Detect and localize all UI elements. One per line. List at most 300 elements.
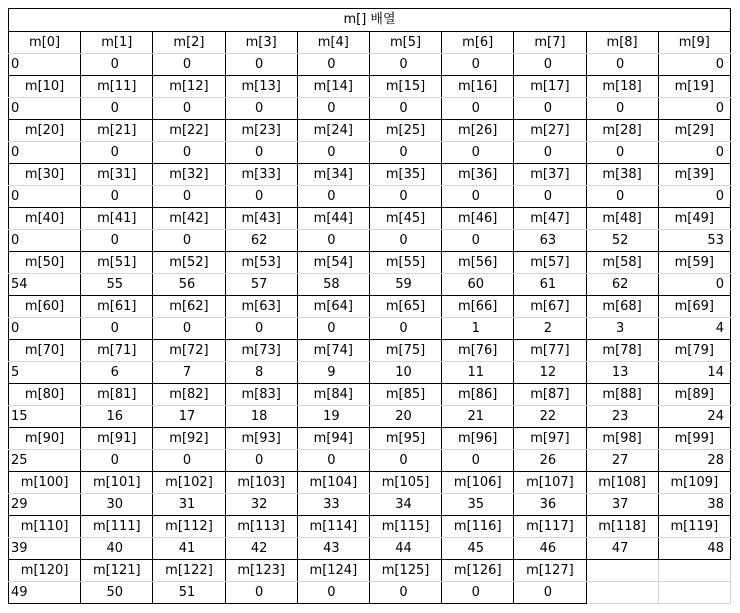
index-label-cell[interactable]: m[86] (442, 384, 514, 406)
value-cell[interactable] (442, 318, 514, 340)
label-row (9, 296, 731, 318)
index-label-cell[interactable]: m[119] (658, 516, 730, 538)
value-cell[interactable] (81, 142, 153, 164)
value-cell[interactable] (658, 54, 730, 76)
index-label-cell[interactable]: m[58] (586, 252, 658, 274)
value-cell[interactable] (586, 406, 658, 428)
index-label-cell[interactable]: m[116] (442, 516, 514, 538)
index-label-cell[interactable]: m[88] (586, 384, 658, 406)
index-label-cell[interactable]: m[109] (658, 472, 730, 494)
value-cell[interactable] (297, 274, 369, 296)
index-label-cell[interactable]: m[126] (442, 560, 514, 582)
empty-cell[interactable] (586, 582, 658, 604)
value-cell[interactable] (658, 274, 730, 296)
value-cell[interactable] (586, 538, 658, 560)
index-label-cell[interactable]: m[73] (225, 340, 297, 362)
index-label-cell[interactable]: m[0] (9, 32, 81, 54)
value-text: 35 (467, 496, 484, 512)
index-label-cell[interactable]: m[56] (442, 252, 514, 274)
table-title: m[] 배열 (9, 9, 731, 32)
index-label-cell[interactable]: m[87] (514, 384, 586, 406)
index-label-cell[interactable]: m[30] (9, 164, 81, 186)
value-cell[interactable] (658, 142, 730, 164)
value-cell[interactable] (9, 142, 81, 164)
value-cell[interactable] (225, 494, 297, 516)
index-label-cell[interactable]: m[57] (514, 252, 586, 274)
value-cell[interactable] (153, 494, 225, 516)
value-cell[interactable] (225, 142, 297, 164)
index-label-cell[interactable]: m[72] (153, 340, 225, 362)
value-text: 0 (327, 320, 336, 336)
value-cell[interactable] (442, 362, 514, 384)
value-cell[interactable] (81, 406, 153, 428)
value-cell[interactable] (442, 230, 514, 252)
value-cell[interactable] (153, 98, 225, 120)
value-cell[interactable] (81, 230, 153, 252)
index-label-cell[interactable]: m[85] (369, 384, 441, 406)
index-label-cell[interactable]: m[12] (153, 76, 225, 98)
value-text: 0 (327, 100, 336, 116)
index-label-cell[interactable]: m[28] (586, 120, 658, 142)
index-label-cell[interactable]: m[14] (297, 76, 369, 98)
index-label-cell[interactable]: m[41] (81, 208, 153, 230)
value-row (9, 98, 731, 120)
value-text: 0 (399, 100, 408, 116)
index-label-cell[interactable]: m[80] (9, 384, 81, 406)
index-label-cell[interactable]: m[3] (225, 32, 297, 54)
index-label-cell[interactable]: m[127] (514, 560, 586, 582)
value-cell[interactable] (658, 494, 730, 516)
index-label-cell[interactable]: m[49] (658, 208, 730, 230)
value-cell[interactable] (81, 450, 153, 472)
index-label-cell[interactable]: m[92] (153, 428, 225, 450)
value-cell[interactable] (586, 318, 658, 340)
index-label-cell[interactable]: m[96] (442, 428, 514, 450)
index-label-cell[interactable]: m[98] (586, 428, 658, 450)
value-text: 0 (182, 100, 192, 116)
value-text: 16 (106, 408, 124, 424)
value-cell[interactable] (297, 230, 369, 252)
value-cell[interactable] (658, 450, 730, 472)
index-label-cell[interactable]: m[78] (586, 340, 658, 362)
index-label-cell[interactable]: m[100] (9, 472, 81, 494)
value-cell[interactable] (369, 450, 441, 472)
index-label-cell[interactable]: m[99] (658, 428, 730, 450)
value-cell[interactable] (514, 362, 586, 384)
index-label-cell[interactable]: m[70] (9, 340, 81, 362)
value-text: 9 (327, 364, 336, 380)
value-cell[interactable] (369, 538, 441, 560)
index-label-cell[interactable]: m[33] (225, 164, 297, 186)
index-label-cell[interactable]: m[108] (586, 472, 658, 494)
index-label-cell[interactable]: m[111] (81, 516, 153, 538)
value-cell[interactable] (369, 494, 441, 516)
value-cell[interactable] (153, 582, 225, 604)
value-cell[interactable] (225, 98, 297, 120)
index-label-cell[interactable]: m[64] (297, 296, 369, 318)
value-cell[interactable] (225, 54, 297, 76)
value-cell[interactable] (9, 494, 81, 516)
value-cell[interactable] (369, 230, 441, 252)
index-label-cell[interactable]: m[10] (9, 76, 81, 98)
value-cell[interactable] (297, 538, 369, 560)
value-cell[interactable] (514, 186, 586, 208)
value-cell[interactable] (442, 450, 514, 472)
value-cell[interactable] (9, 450, 81, 472)
index-label-cell[interactable]: m[77] (514, 340, 586, 362)
value-cell[interactable] (9, 538, 81, 560)
index-label-cell[interactable]: m[76] (442, 340, 514, 362)
value-text: 45 (467, 540, 484, 556)
value-cell[interactable] (442, 582, 514, 604)
index-label-cell[interactable]: m[7] (514, 32, 586, 54)
index-label-cell[interactable]: m[125] (369, 560, 441, 582)
index-label-cell[interactable]: m[82] (153, 384, 225, 406)
value-cell[interactable] (586, 142, 658, 164)
value-text: 0 (327, 452, 336, 468)
index-label-cell[interactable]: m[60] (9, 296, 81, 318)
index-label-cell[interactable]: m[89] (658, 384, 730, 406)
value-cell[interactable] (153, 230, 225, 252)
value-cell[interactable] (81, 274, 153, 296)
index-label-cell[interactable]: m[120] (9, 560, 81, 582)
index-label-cell[interactable]: m[84] (297, 384, 369, 406)
index-label-cell[interactable]: m[40] (9, 208, 81, 230)
value-row (9, 230, 731, 252)
value-text: 0 (327, 144, 336, 160)
value-cell[interactable] (369, 186, 441, 208)
value-cell[interactable] (658, 98, 730, 120)
value-cell[interactable] (9, 98, 81, 120)
value-text: 34 (395, 496, 412, 512)
value-cell[interactable] (514, 494, 586, 516)
index-label-cell[interactable]: m[95] (369, 428, 441, 450)
index-label-cell[interactable]: m[18] (586, 76, 658, 98)
index-label-cell[interactable]: m[27] (514, 120, 586, 142)
index-label-cell[interactable]: m[114] (297, 516, 369, 538)
index-label-cell[interactable]: m[11] (81, 76, 153, 98)
value-cell[interactable] (514, 274, 586, 296)
index-label-cell[interactable]: m[63] (225, 296, 297, 318)
value-cell[interactable] (369, 406, 441, 428)
value-cell[interactable] (658, 406, 730, 428)
value-cell[interactable] (81, 494, 153, 516)
value-text: 42 (250, 540, 268, 556)
value-text: 2 (543, 320, 553, 336)
value-cell[interactable] (586, 186, 658, 208)
value-text: 37 (611, 496, 629, 512)
index-label-cell[interactable]: m[36] (442, 164, 514, 186)
index-label-cell[interactable]: m[83] (225, 384, 297, 406)
index-label-cell[interactable]: m[13] (225, 76, 297, 98)
index-label-cell[interactable]: m[6] (442, 32, 514, 54)
value-cell[interactable] (297, 318, 369, 340)
index-label-cell[interactable]: m[94] (297, 428, 369, 450)
value-text: 0 (182, 452, 192, 468)
value-cell[interactable] (658, 230, 730, 252)
index-label-cell[interactable]: m[38] (586, 164, 658, 186)
empty-cell[interactable] (586, 560, 658, 582)
index-label-cell[interactable]: m[115] (369, 516, 441, 538)
index-label-cell[interactable]: m[5] (369, 32, 441, 54)
value-cell[interactable] (81, 54, 153, 76)
index-label-cell[interactable]: m[118] (586, 516, 658, 538)
value-cell[interactable] (514, 142, 586, 164)
value-text: 0 (182, 320, 192, 336)
value-cell[interactable] (658, 186, 730, 208)
value-text: 0 (255, 144, 264, 160)
value-cell[interactable] (153, 538, 225, 560)
index-label-cell[interactable]: m[79] (658, 340, 730, 362)
index-label-cell[interactable]: m[91] (81, 428, 153, 450)
index-label-cell[interactable]: m[122] (153, 560, 225, 582)
value-cell[interactable] (81, 538, 153, 560)
index-label-cell[interactable]: m[15] (369, 76, 441, 98)
value-cell[interactable] (514, 538, 586, 560)
index-label-cell[interactable]: m[23] (225, 120, 297, 142)
index-label-cell[interactable]: m[50] (9, 252, 81, 274)
index-label-cell[interactable]: m[39] (658, 164, 730, 186)
value-text: 40 (106, 540, 124, 556)
value-cell[interactable] (9, 406, 81, 428)
value-text: 0 (471, 100, 480, 116)
value-cell[interactable] (442, 494, 514, 516)
index-label-cell[interactable]: m[124] (297, 560, 369, 582)
value-cell[interactable] (514, 230, 586, 252)
index-label-cell[interactable]: m[4] (297, 32, 369, 54)
value-cell[interactable] (442, 54, 514, 76)
index-label-cell[interactable]: m[29] (658, 120, 730, 142)
index-label-cell[interactable]: m[67] (514, 296, 586, 318)
index-label-cell[interactable]: m[16] (442, 76, 514, 98)
value-cell[interactable] (369, 318, 441, 340)
index-label-cell[interactable]: m[42] (153, 208, 225, 230)
value-text: 0 (471, 56, 480, 72)
value-text: 61 (539, 276, 557, 292)
value-cell[interactable] (225, 450, 297, 472)
index-label-cell[interactable]: m[19] (658, 76, 730, 98)
value-text: 29 (11, 496, 28, 512)
index-label-cell[interactable]: m[37] (514, 164, 586, 186)
value-cell[interactable] (297, 362, 369, 384)
value-text: 11 (467, 364, 484, 380)
value-cell[interactable] (586, 274, 658, 296)
index-label-cell[interactable]: m[123] (225, 560, 297, 582)
index-label-cell[interactable]: m[46] (442, 208, 514, 230)
index-label-cell[interactable]: m[32] (153, 164, 225, 186)
value-cell[interactable] (81, 98, 153, 120)
value-cell[interactable] (297, 98, 369, 120)
index-label-cell[interactable]: m[110] (9, 516, 81, 538)
value-cell[interactable] (225, 362, 297, 384)
value-cell[interactable] (442, 98, 514, 120)
index-label-cell[interactable]: m[1] (81, 32, 153, 54)
index-label-cell[interactable]: m[47] (514, 208, 586, 230)
index-label-cell[interactable]: m[61] (81, 296, 153, 318)
value-cell[interactable] (586, 98, 658, 120)
value-cell[interactable] (9, 318, 81, 340)
value-cell[interactable] (297, 142, 369, 164)
value-cell[interactable] (442, 186, 514, 208)
value-cell[interactable] (658, 538, 730, 560)
value-text: 0 (110, 144, 119, 160)
value-cell[interactable] (369, 362, 441, 384)
value-cell[interactable] (153, 450, 225, 472)
index-label-cell[interactable]: m[31] (81, 164, 153, 186)
value-text: 33 (323, 496, 340, 512)
index-label-cell[interactable]: m[44] (297, 208, 369, 230)
value-cell[interactable] (442, 538, 514, 560)
index-label-cell[interactable]: m[65] (369, 296, 441, 318)
value-cell[interactable] (442, 142, 514, 164)
index-label-cell[interactable]: m[24] (297, 120, 369, 142)
value-cell[interactable] (586, 494, 658, 516)
value-text: 52 (611, 232, 629, 248)
value-text: 6 (110, 364, 119, 380)
value-text: 55 (106, 276, 124, 292)
index-label-cell[interactable]: m[74] (297, 340, 369, 362)
value-cell[interactable] (442, 406, 514, 428)
value-cell[interactable] (658, 318, 730, 340)
value-cell[interactable] (153, 142, 225, 164)
index-label-cell[interactable]: m[97] (514, 428, 586, 450)
index-label-cell[interactable]: m[103] (225, 472, 297, 494)
value-cell[interactable] (586, 362, 658, 384)
value-cell[interactable] (81, 186, 153, 208)
index-label-cell[interactable]: m[43] (225, 208, 297, 230)
value-cell[interactable] (153, 186, 225, 208)
empty-cell[interactable] (658, 560, 730, 582)
value-text: 0 (255, 320, 264, 336)
index-label-cell[interactable]: m[117] (514, 516, 586, 538)
value-cell[interactable] (225, 274, 297, 296)
index-label-cell[interactable]: m[93] (225, 428, 297, 450)
value-cell[interactable] (586, 54, 658, 76)
value-text: 20 (395, 408, 412, 424)
value-cell[interactable] (9, 582, 81, 604)
value-cell[interactable] (9, 54, 81, 76)
value-cell[interactable] (153, 274, 225, 296)
index-label-cell[interactable]: m[21] (81, 120, 153, 142)
value-cell[interactable] (225, 230, 297, 252)
value-cell[interactable] (225, 186, 297, 208)
index-label-cell[interactable]: m[105] (369, 472, 441, 494)
index-label-cell[interactable]: m[17] (514, 76, 586, 98)
index-label-cell[interactable]: m[90] (9, 428, 81, 450)
value-cell[interactable] (369, 142, 441, 164)
value-cell[interactable] (153, 318, 225, 340)
value-cell[interactable] (297, 494, 369, 516)
index-label-cell[interactable]: m[54] (297, 252, 369, 274)
value-text: 31 (178, 496, 196, 512)
index-label-cell[interactable]: m[8] (586, 32, 658, 54)
index-label-cell[interactable]: m[22] (153, 120, 225, 142)
value-cell[interactable] (225, 538, 297, 560)
value-cell[interactable] (369, 98, 441, 120)
index-label-cell[interactable]: m[45] (369, 208, 441, 230)
empty-cell[interactable] (658, 582, 730, 604)
value-text: 10 (395, 364, 412, 380)
index-label-cell[interactable]: m[59] (658, 252, 730, 274)
index-label-cell[interactable]: m[25] (369, 120, 441, 142)
value-cell[interactable] (9, 186, 81, 208)
value-cell[interactable] (153, 54, 225, 76)
value-cell[interactable] (297, 186, 369, 208)
value-cell[interactable] (153, 362, 225, 384)
index-label-cell[interactable]: m[34] (297, 164, 369, 186)
value-cell[interactable] (514, 450, 586, 472)
index-label-cell[interactable]: m[66] (442, 296, 514, 318)
value-cell[interactable] (9, 274, 81, 296)
index-label-cell[interactable]: m[48] (586, 208, 658, 230)
value-cell[interactable] (297, 582, 369, 604)
index-label-cell[interactable]: m[26] (442, 120, 514, 142)
value-cell[interactable] (9, 362, 81, 384)
index-label-cell[interactable]: m[101] (81, 472, 153, 494)
value-cell[interactable] (369, 582, 441, 604)
index-label-cell[interactable]: m[68] (586, 296, 658, 318)
value-cell[interactable] (586, 450, 658, 472)
value-cell[interactable] (514, 98, 586, 120)
index-label-cell[interactable]: m[113] (225, 516, 297, 538)
value-cell[interactable] (81, 362, 153, 384)
value-cell[interactable] (369, 274, 441, 296)
index-label-cell[interactable]: m[121] (81, 560, 153, 582)
value-cell[interactable] (297, 54, 369, 76)
index-label-cell[interactable]: m[81] (81, 384, 153, 406)
value-cell[interactable] (9, 230, 81, 252)
index-label-cell[interactable]: m[71] (81, 340, 153, 362)
value-cell[interactable] (514, 406, 586, 428)
value-cell[interactable] (586, 230, 658, 252)
index-label-cell[interactable]: m[51] (81, 252, 153, 274)
value-text: 0 (543, 100, 553, 116)
value-cell[interactable] (297, 406, 369, 428)
value-cell[interactable] (658, 362, 730, 384)
value-cell[interactable] (514, 318, 586, 340)
index-label-cell[interactable]: m[52] (153, 252, 225, 274)
value-cell[interactable] (514, 54, 586, 76)
value-cell[interactable] (297, 450, 369, 472)
index-label-cell[interactable]: m[102] (153, 472, 225, 494)
index-label-cell[interactable]: m[20] (9, 120, 81, 142)
index-label-cell[interactable]: m[35] (369, 164, 441, 186)
value-text: 0 (399, 56, 408, 72)
value-cell[interactable] (225, 318, 297, 340)
index-label-cell[interactable]: m[104] (297, 472, 369, 494)
value-cell[interactable] (81, 582, 153, 604)
index-label-cell[interactable]: m[112] (153, 516, 225, 538)
value-cell[interactable] (153, 406, 225, 428)
index-label-cell[interactable]: m[9] (658, 32, 730, 54)
value-cell[interactable] (225, 582, 297, 604)
index-label-cell[interactable]: m[62] (153, 296, 225, 318)
value-cell[interactable] (369, 54, 441, 76)
value-cell[interactable] (442, 274, 514, 296)
value-cell[interactable] (81, 318, 153, 340)
index-label-cell[interactable]: m[69] (658, 296, 730, 318)
index-label-cell[interactable]: m[106] (442, 472, 514, 494)
index-label-cell[interactable]: m[2] (153, 32, 225, 54)
value-cell[interactable] (225, 406, 297, 428)
index-label-cell[interactable]: m[55] (369, 252, 441, 274)
value-text: 0 (11, 320, 20, 336)
value-text: 0 (715, 188, 724, 204)
index-label-cell[interactable]: m[107] (514, 472, 586, 494)
index-label-cell[interactable]: m[53] (225, 252, 297, 274)
value-cell[interactable] (514, 582, 586, 604)
index-label-cell[interactable]: m[75] (369, 340, 441, 362)
